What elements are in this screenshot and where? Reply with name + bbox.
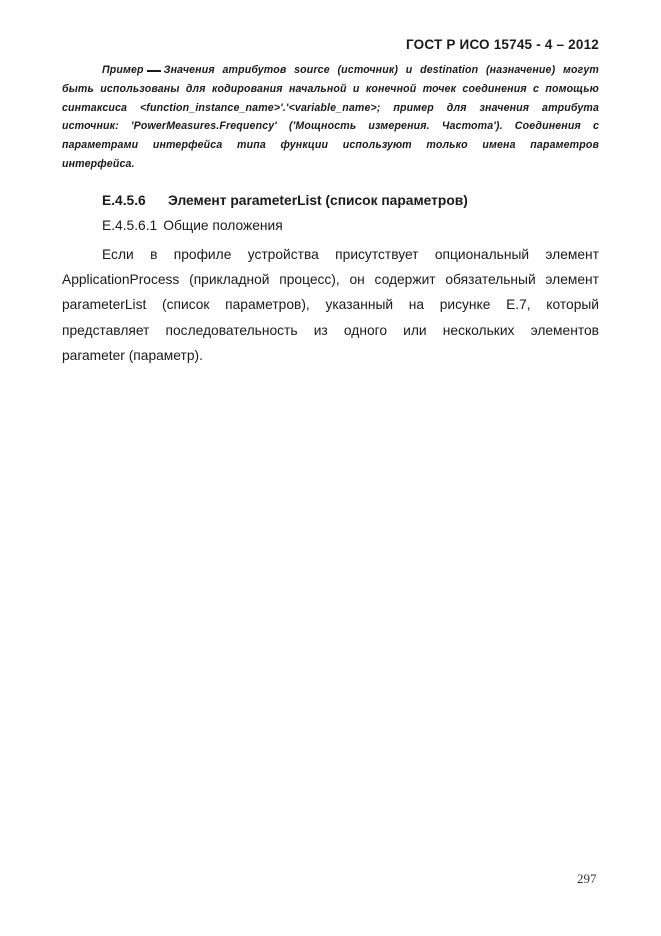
note-label: Пример (102, 64, 144, 76)
section-heading (102, 193, 468, 208)
note-text-1: Значения атрибутов source (источник) и destination (назначение) могут (163, 64, 599, 76)
document-header: ГОСТ Р ИСО 15745 - 4 – 2012 (406, 37, 599, 52)
section-title: Элемент parameterList (список параметров) (168, 193, 468, 208)
body-line-3: parameterList (список параметров), указанный на рисунке E.7, который (62, 297, 599, 313)
note-line-4: источник: 'PowerMeasures.Frequency' ('Мощность измерения. Частота'). Соединения с (62, 120, 599, 133)
example-note (62, 61, 599, 174)
body-line-1: Если в профиле устройства присутствует опциональный элемент (102, 247, 599, 262)
em-dash-icon (147, 70, 161, 73)
body-line-2: ApplicationProcess (прикладной процесс), он содержит обязательный элемент (62, 272, 599, 288)
subsection-heading (102, 218, 283, 233)
note-line-1 (62, 61, 599, 80)
subsection-number: E.4.5.6.1 (102, 218, 158, 233)
body-line-4: представляет последовательность из одного или нескольких элементов (62, 322, 599, 338)
note-line-3: синтаксиса <function_instance_name>'.'<variable_name>; пример для значения атрибута (62, 101, 599, 114)
note-line-2: быть использованы для кодирования начальной и конечной точек соединения с помощью (62, 82, 599, 95)
body-paragraph (62, 242, 599, 368)
note-line-5: параметрами интерфейса типа функции используют только имена параметров (62, 139, 599, 152)
section-number: E.4.5.6 (102, 193, 146, 208)
subsection-title: Общие положения (163, 218, 283, 233)
note-line-6: интерфейса. (62, 157, 135, 170)
page-number: 297 (577, 871, 597, 886)
body-line-5: parameter (параметр). (62, 347, 203, 363)
